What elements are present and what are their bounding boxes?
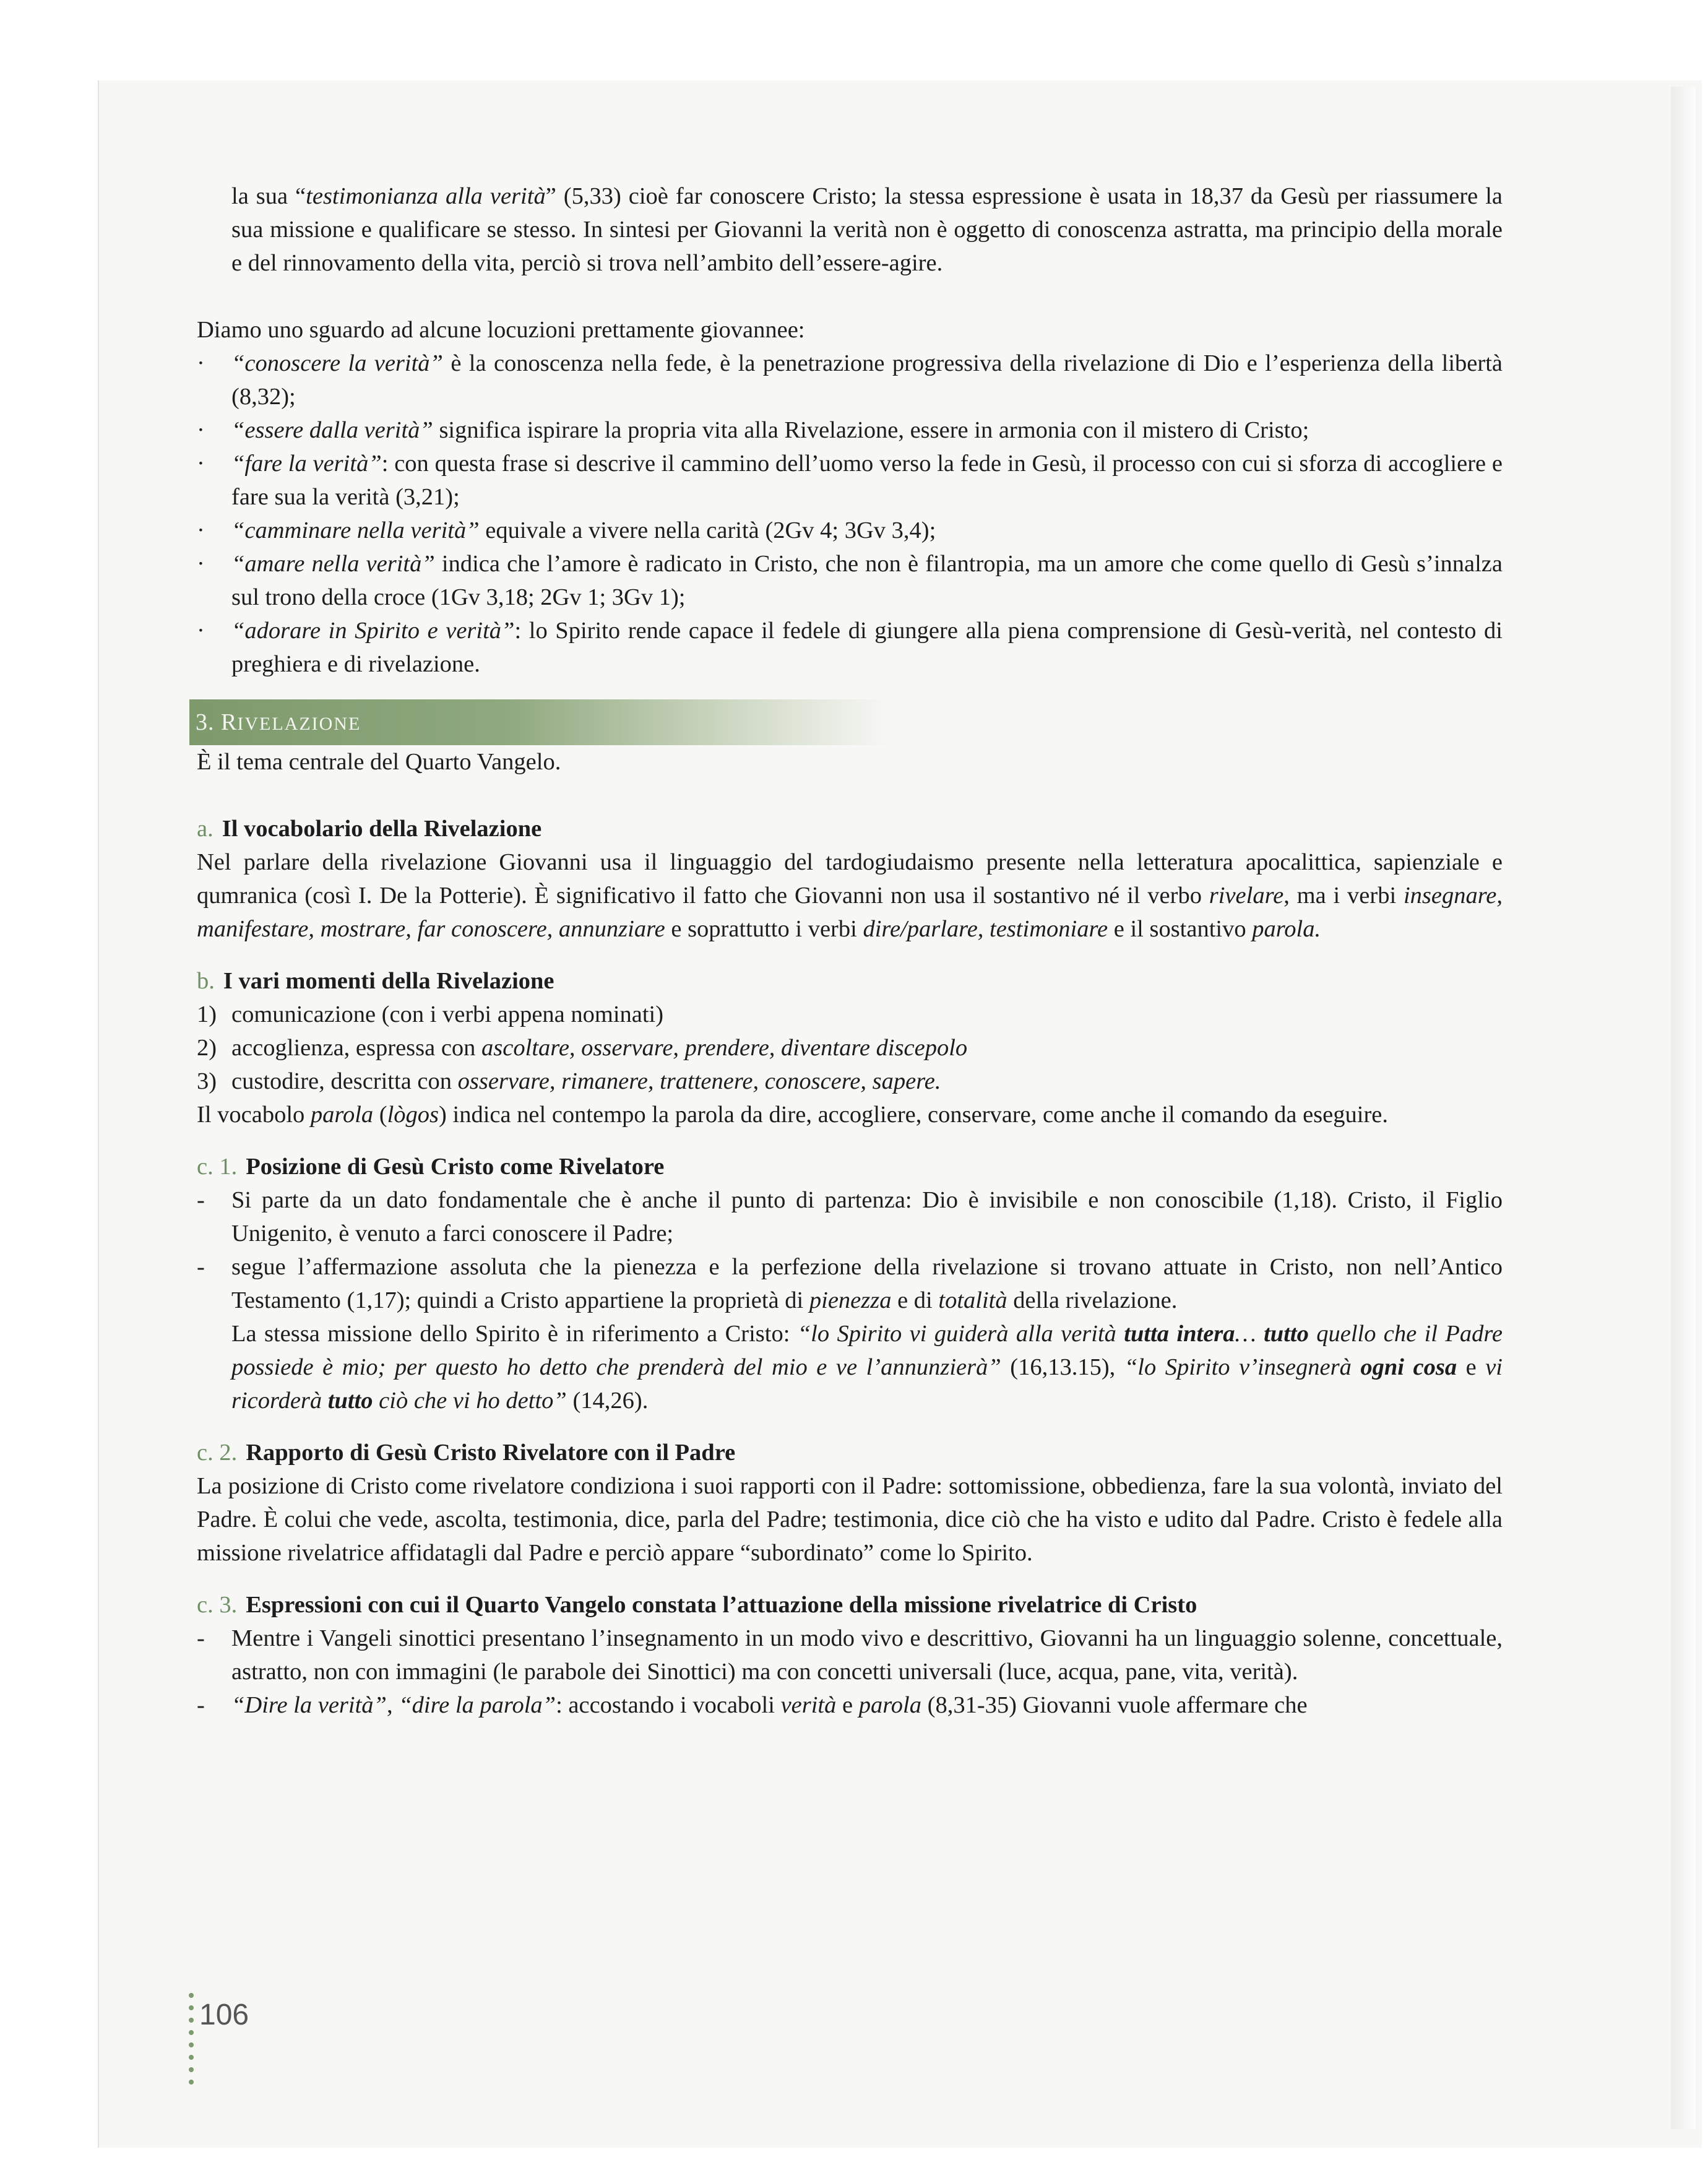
- list-item: · “essere dalla verità” significa ispirare la propria vita alla Rivelazione, essere in armonia con il mistero di Cristo;: [197, 417, 1309, 443]
- list-item: · “amare nella verità” indica che l’amore è radicato in Cristo, che non è filantropia, ma un amore che come quello di Gesù s’innalza sul trono della croce (1Gv 3,18; 2Gv 1; 3Gv 1);: [197, 551, 1503, 610]
- heading-b: b. I vari momenti della Rivelazione: [197, 968, 554, 994]
- intro-paragraph: la sua “testimonianza alla verità” (5,33) cioè far conoscere Cristo; la stessa espressione è usata in 18,37 da Gesù per riassumere la sua missione e qualificare se stesso. In sintesi per Giovanni la verità non è oggetto di conoscenza astratta, ma principio della morale e del rinnovamento della vita, perciò si trova nell’ambito dell’essere-agire.: [231, 183, 1503, 276]
- list-item: 3) custodire, descritta con osservare, rimanere, trattenere, conoscere, sapere.: [197, 1068, 941, 1094]
- locuzioni-list: [197, 347, 1503, 681]
- list-item: 2) accoglienza, espressa con ascoltare, osservare, prendere, diventare discepolo: [197, 1035, 968, 1061]
- list-item: · “camminare nella verità” equivale a vivere nella carità (2Gv 4; 3Gv 3,4);: [197, 517, 936, 543]
- section-intro: È il tema centrale del Quarto Vangelo.: [197, 749, 561, 775]
- paragraph-c2: La posizione di Cristo come rivelatore condiziona i suoi rapporti con il Padre: sottomissione, obbedienza, fare la sua volontà, inviato del Padre. È colui che vede, ascolta, testimonia, dice, parla del Padre; testimonia, dice ciò che ha visto e udito dal Padre. Cristo è fedele alla missione rivelatrice affidatagli dal Padre e perciò appare “subordinato” come lo Spirito.: [197, 1473, 1503, 1566]
- list-item: 1) comunicazione (con i verbi appena nominati): [197, 1001, 664, 1027]
- heading-a: a. Il vocabolario della Rivelazione: [197, 816, 542, 842]
- list-item: · “adorare in Spirito e verità”: lo Spirito rende capace il fedele di giungere alla piena comprensione di Gesù-verità, nel contesto di preghiera e di rivelazione.: [197, 618, 1503, 677]
- list-item: · “fare la verità”: con questa frase si descrive il cammino dell’uomo verso la fede in Gesù, il processo con cui si sforza di accogliere e fare sua la verità (3,21);: [197, 451, 1503, 510]
- heading-c1: c. 1. Posizione di Gesù Cristo come Rivelatore: [197, 1154, 665, 1180]
- heading-c3: c. 3. Espressioni con cui il Quarto Vangelo constata l’attuazione della missione rivelatrice di Cristo: [197, 1592, 1197, 1618]
- list-item: - segue l’affermazione assoluta che la pienezza e la perfezione della rivelazione si trovano attuate in Cristo, non nell’Antico Testamento (1,17); quindi a Cristo appartiene la proprietà di pienezza e di totalità della rivelazione.: [197, 1254, 1503, 1313]
- momenti-list: [197, 998, 1503, 1098]
- paragraph-c1-quote: La stessa missione dello Spirito è in riferimento a Cristo: “lo Spirito vi guiderà alla verità tutta intera… tutto quello che il Padre possiede è mio; per questo ho detto che prenderà del mio e ve l’annunzierà” (16,13.15), “lo Spirito v’insegnerà ogni cosa e vi ricorderà tutto ciò che vi ho detto” (14,26).: [231, 1321, 1503, 1414]
- list-item: - Mentre i Vangeli sinottici presentano l’insegnamento in un modo vivo e descrittivo, Giovanni ha un linguaggio solenne, concettuale, astratto, non con immagini (le parabole dei Sinottici) ma con concetti universali (luce, acqua, pane, vita, verità).: [197, 1625, 1503, 1685]
- list-item: · “conoscere la verità” è la conoscenza nella fede, è la penetrazione progressiva della rivelazione di Dio e l’esperienza della libertà (8,32);: [197, 350, 1503, 410]
- page-edge: [1671, 87, 1696, 2129]
- paragraph-b: Il vocabolo parola (lògos) indica nel contempo la parola da dire, accogliere, conservare, come anche il comando da eseguire.: [197, 1102, 1388, 1128]
- heading-c2: c. 2. Rapporto di Gesù Cristo Rivelatore con il Padre: [197, 1440, 736, 1466]
- locuzioni-lead: Diamo uno sguardo ad alcune locuzioni prettamente giovannee:: [197, 317, 805, 343]
- page-number-dots: [189, 1993, 194, 2092]
- list-item: - “Dire la verità”, “dire la parola”: accostando i vocaboli verità e parola (8,31-35) Giovanni vuole affermare che: [197, 1692, 1308, 1718]
- section-heading-rivelazione: 3. RIVELAZIONE: [189, 699, 889, 745]
- page-number: 106: [199, 1999, 249, 2031]
- paragraph-a: Nel parlare della rivelazione Giovanni usa il linguaggio del tardogiudaismo presente nella letteratura apocalittica, sapienziale e qumranica (così I. De la Potterie). È significativo il fatto che Giovanni non usa il sostantivo né il verbo rivelare, ma i verbi insegnare, manifestare, mostrare, far conoscere, annunziare e soprattutto i verbi dire/parlare, testimoniare e il sostantivo parola.: [197, 849, 1503, 942]
- page-content: [197, 179, 1503, 1722]
- list-item: - Si parte da un dato fondamentale che è anche il punto di partenza: Dio è invisibile e non conoscibile (1,18). Cristo, il Figlio Unigenito, è venuto a farci conoscere il Padre;: [197, 1187, 1503, 1247]
